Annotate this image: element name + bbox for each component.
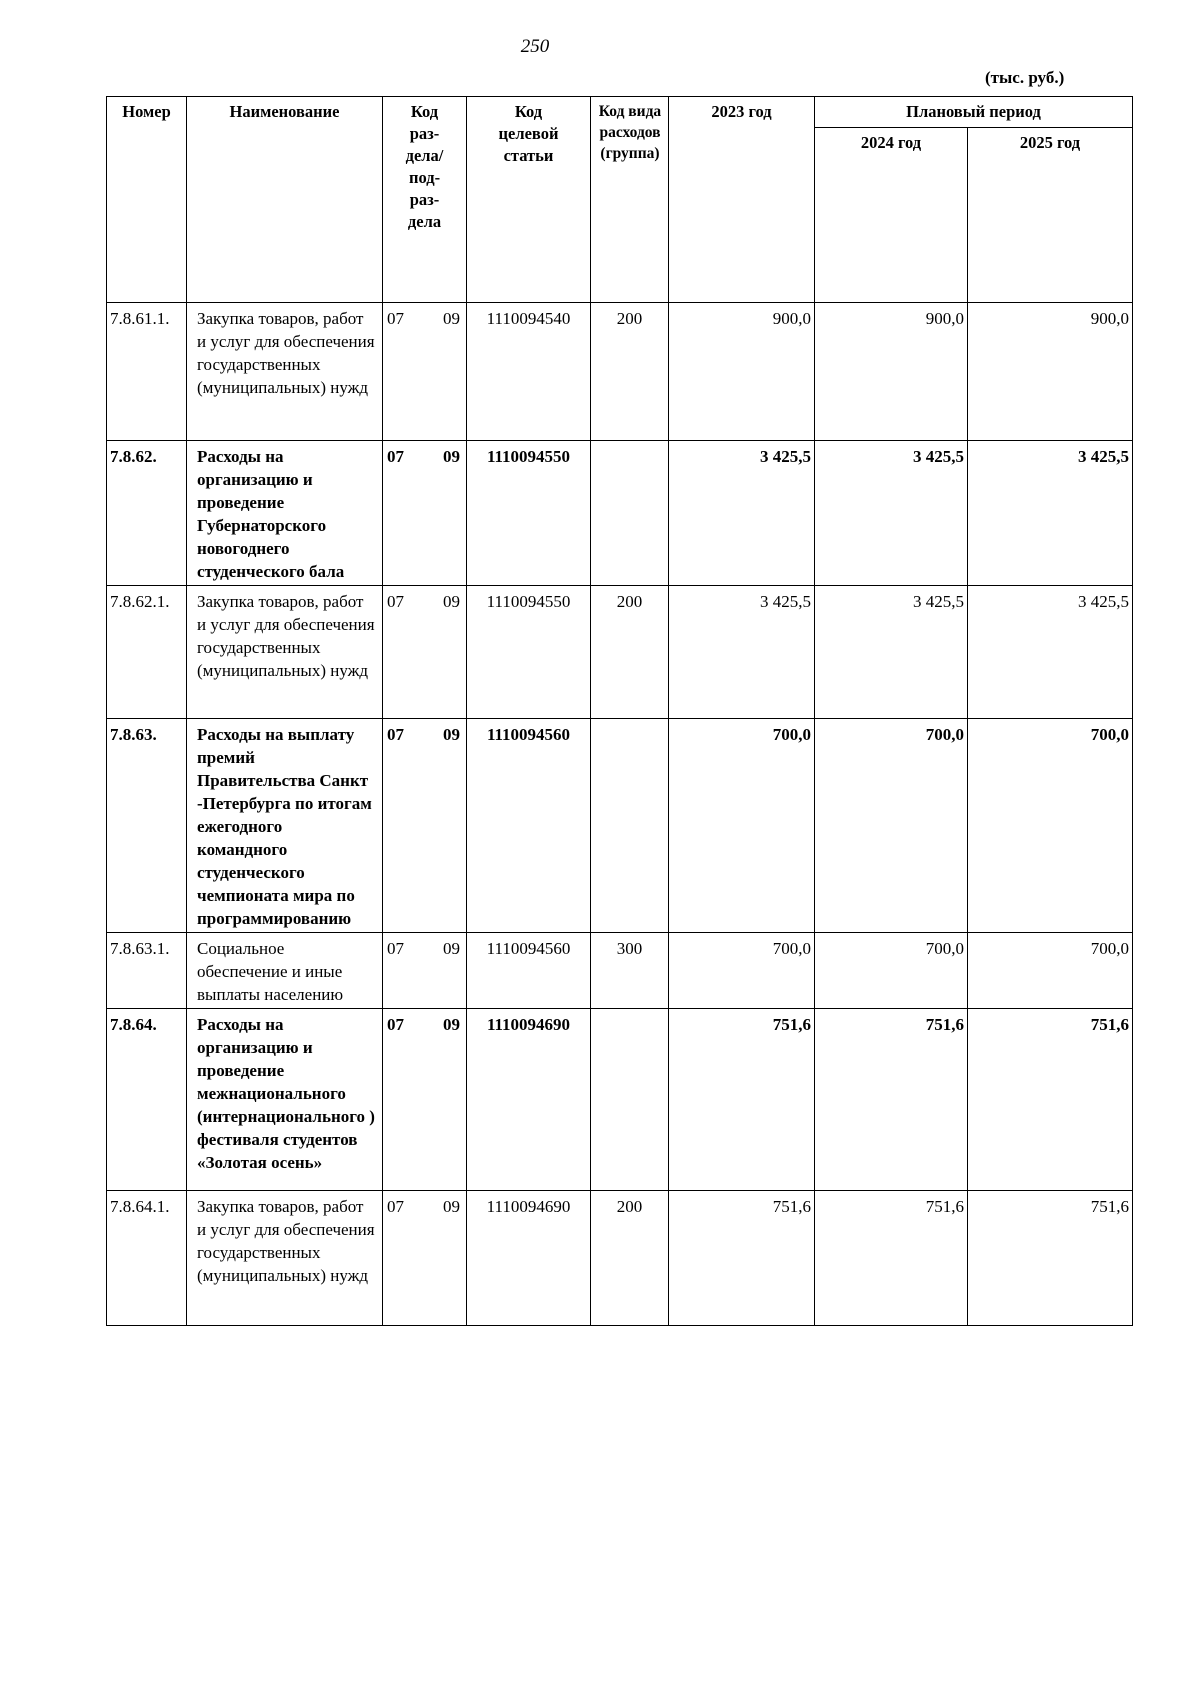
row-amount-2023: 751,6 xyxy=(669,1191,815,1326)
header-year-2023: 2023 год xyxy=(669,97,815,303)
row-subsection: 09 xyxy=(443,592,460,611)
row-section: 07 xyxy=(387,939,404,958)
row-number: 7.8.61.1. xyxy=(107,303,187,441)
header-section xyxy=(383,97,467,303)
row-section-code xyxy=(383,586,467,719)
row-amount-2023: 700,0 xyxy=(669,933,815,1009)
page-number: 250 xyxy=(520,36,550,57)
row-section: 07 xyxy=(387,309,404,328)
row-name: Расходы на выплату премий Правительства Санкт -Петербурга по итогам ежегодного командного студенческого чемпионата мира по программированию xyxy=(187,719,383,933)
row-name: Закупка товаров, работ и услуг для обеспечения государственных (муниципальных) нужд xyxy=(187,586,383,719)
header-planned-period: Плановый период xyxy=(815,97,1133,128)
row-expense-type xyxy=(591,1009,669,1191)
table-row xyxy=(107,933,1133,1009)
header-expense-type-text: Код вида расходов (группа) xyxy=(598,103,662,162)
row-amount-2024: 751,6 xyxy=(815,1191,968,1326)
header-expense-type xyxy=(591,97,669,303)
row-section: 07 xyxy=(387,725,404,744)
row-section: 07 xyxy=(387,1197,404,1216)
row-amount-2025: 3 425,5 xyxy=(968,441,1133,586)
row-name: Социальное обеспечение и иные выплаты населению xyxy=(187,933,383,1009)
table-row xyxy=(107,1009,1133,1191)
row-section-code xyxy=(383,1009,467,1191)
row-amount-2025: 751,6 xyxy=(968,1009,1133,1191)
row-expense-type: 300 xyxy=(591,933,669,1009)
row-target-code: 1110094690 xyxy=(467,1009,591,1191)
header-section-text: Код раз- дела/ под- раз- дела xyxy=(405,102,444,231)
row-target-code: 1110094540 xyxy=(467,303,591,441)
row-target-code: 1110094690 xyxy=(467,1191,591,1326)
row-section: 07 xyxy=(387,1015,404,1034)
row-amount-2023: 3 425,5 xyxy=(669,441,815,586)
row-section-code xyxy=(383,1191,467,1326)
row-amount-2025: 700,0 xyxy=(968,933,1133,1009)
row-amount-2024: 3 425,5 xyxy=(815,586,968,719)
header-target-text: Код целевой статьи xyxy=(498,102,559,165)
header-year-2024: 2024 год xyxy=(815,128,968,303)
row-expense-type xyxy=(591,719,669,933)
row-expense-type: 200 xyxy=(591,1191,669,1326)
row-name: Закупка товаров, работ и услуг для обеспечения государственных (муниципальных) нужд xyxy=(187,303,383,441)
row-name: Закупка товаров, работ и услуг для обеспечения государственных (муниципальных) нужд xyxy=(187,1191,383,1326)
row-number: 7.8.64.1. xyxy=(107,1191,187,1326)
row-subsection: 09 xyxy=(443,939,460,958)
table-body xyxy=(107,303,1133,1326)
row-amount-2023: 751,6 xyxy=(669,1009,815,1191)
row-amount-2025: 751,6 xyxy=(968,1191,1133,1326)
row-expense-type: 200 xyxy=(591,303,669,441)
row-amount-2023: 900,0 xyxy=(669,303,815,441)
row-target-code: 1110094560 xyxy=(467,719,591,933)
row-amount-2024: 751,6 xyxy=(815,1009,968,1191)
table-row xyxy=(107,303,1133,441)
row-amount-2023: 700,0 xyxy=(669,719,815,933)
row-number: 7.8.62. xyxy=(107,441,187,586)
row-amount-2025: 700,0 xyxy=(968,719,1133,933)
table-row xyxy=(107,441,1133,586)
row-number: 7.8.63.1. xyxy=(107,933,187,1009)
header-year-2025: 2025 год xyxy=(968,128,1133,303)
row-subsection: 09 xyxy=(443,447,460,466)
row-number: 7.8.64. xyxy=(107,1009,187,1191)
row-name: Расходы на организацию и проведение межнационального (интернационального ) фестиваля студентов «Золотая осень» xyxy=(187,1009,383,1191)
row-amount-2024: 700,0 xyxy=(815,933,968,1009)
row-section: 07 xyxy=(387,447,404,466)
table-header xyxy=(107,97,1133,303)
table-row xyxy=(107,719,1133,933)
row-number: 7.8.62.1. xyxy=(107,586,187,719)
row-subsection: 09 xyxy=(443,1015,460,1034)
row-section-code xyxy=(383,933,467,1009)
row-amount-2023: 3 425,5 xyxy=(669,586,815,719)
row-number: 7.8.63. xyxy=(107,719,187,933)
row-section: 07 xyxy=(387,592,404,611)
row-amount-2024: 900,0 xyxy=(815,303,968,441)
row-expense-type xyxy=(591,441,669,586)
row-section-code xyxy=(383,719,467,933)
table-row xyxy=(107,1191,1133,1326)
budget-table xyxy=(106,96,1133,1326)
row-target-code: 1110094550 xyxy=(467,441,591,586)
row-section-code xyxy=(383,303,467,441)
row-target-code: 1110094560 xyxy=(467,933,591,1009)
row-amount-2024: 3 425,5 xyxy=(815,441,968,586)
header-name: Наименование xyxy=(187,97,383,303)
header-target xyxy=(467,97,591,303)
header-number: Номер xyxy=(107,97,187,303)
table-row xyxy=(107,586,1133,719)
row-subsection: 09 xyxy=(443,1197,460,1216)
row-expense-type: 200 xyxy=(591,586,669,719)
row-subsection: 09 xyxy=(443,725,460,744)
row-amount-2025: 900,0 xyxy=(968,303,1133,441)
row-amount-2025: 3 425,5 xyxy=(968,586,1133,719)
row-subsection: 09 xyxy=(443,309,460,328)
row-name: Расходы на организацию и проведение Губернаторского новогоднего студенческого бала xyxy=(187,441,383,586)
row-amount-2024: 700,0 xyxy=(815,719,968,933)
row-target-code: 1110094550 xyxy=(467,586,591,719)
row-section-code xyxy=(383,441,467,586)
units-label: (тыс. руб.) xyxy=(985,68,1065,87)
